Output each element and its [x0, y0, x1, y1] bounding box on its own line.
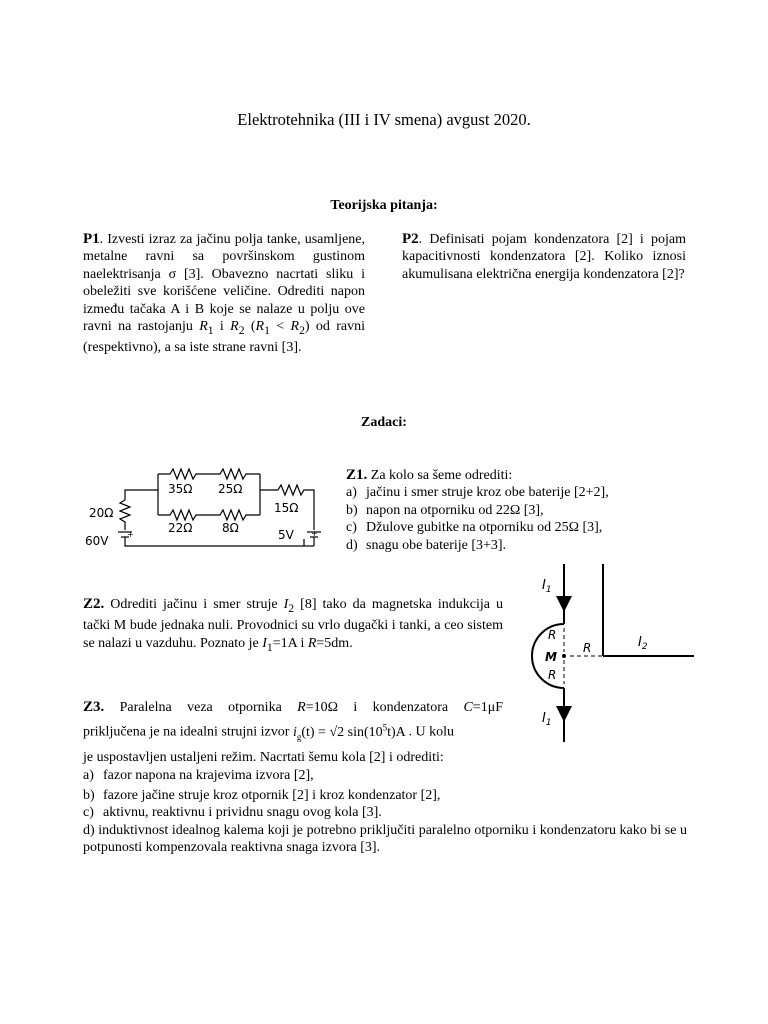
z3-r-val: =10Ω i kondenzatora	[305, 700, 464, 715]
plus-5v: +	[311, 529, 318, 538]
z3-formula	[292, 722, 406, 742]
z2-text-d: =5dm.	[316, 635, 353, 651]
z1-list	[346, 484, 666, 554]
z3-label: Z3.	[83, 699, 105, 715]
p1-text-a: . Izvesti izraz za jačinu polja tanke, usamljene, metalne ravni sa površinskom gustinom naelektrisanja σ [3]. Obavezno nacrtati sliku i obeležiti sve korišćene veličine. Odrediti napon između tačaka A i B koje se nalaze u polju ove ravni na rastojanju	[83, 232, 365, 335]
question-p2	[402, 231, 686, 283]
p1-r1-sub: 1	[207, 323, 214, 337]
z2-i1-sub: 1	[266, 640, 273, 654]
z3-line3: je uspostavljen ustaljeni režim. Nacrtati šemu kola [2] i odrediti:	[83, 750, 444, 766]
z3-item	[83, 804, 687, 821]
z2-text-c: =1A i	[272, 635, 308, 651]
label-20: 20Ω	[89, 506, 114, 520]
label-m: M	[545, 650, 557, 664]
p1-text-b: od ravni (respektivno), a sa iste strane ravni [3].	[83, 319, 366, 356]
tasks-heading: Zadaci:	[361, 415, 407, 430]
p2-text: . Definisati pojam kondenzatora [2] i pojam kapacitivnosti kondenzatora [2]. Koliko iznosi akumulisana električna energija kondenzatora [2]?	[402, 232, 686, 282]
z1-item-text: Džulove gubitke na otporniku od 25Ω [3],	[366, 520, 603, 536]
p1-r1-b: R	[255, 319, 265, 335]
label-i1-top: $I_1$	[542, 578, 552, 595]
label-60v: 60V	[85, 534, 109, 548]
z1-item-letter: d)	[346, 537, 358, 553]
z1-item-letter: a)	[346, 485, 357, 501]
p2-label: P2	[402, 231, 419, 247]
z1-item-text: jačinu i smer struje kroz obe baterije [2+2],	[366, 485, 609, 501]
question-p1	[83, 231, 365, 357]
z1-label: Z1.	[346, 467, 368, 483]
z3-item-letter: b)	[83, 788, 95, 804]
z3-line2	[83, 719, 687, 746]
p1-r1-sub-b: 1	[264, 323, 270, 337]
resistor-top-branch	[158, 469, 260, 479]
z3-item	[83, 787, 687, 804]
label-r-bottom: R	[548, 668, 557, 682]
label-i2: $I_2$	[638, 635, 648, 652]
z3-line1	[83, 699, 503, 716]
label-25: 25Ω	[218, 482, 243, 496]
z2-r: R	[307, 635, 317, 651]
z3-item-text: aktivnu, reaktivnu i prividnu snagu ovog kola [3].	[103, 805, 382, 821]
z1-item-text: snagu obe baterije [3+3].	[366, 537, 507, 553]
label-r-top: R	[548, 628, 557, 642]
point-m	[562, 654, 566, 658]
p1-r2-b: R	[290, 319, 300, 335]
resistor-20	[120, 500, 130, 530]
task-z2	[83, 596, 503, 656]
plus-60v: +	[127, 530, 134, 539]
label-i1-bottom: $I_1$	[542, 711, 552, 728]
p1-text-i: i	[213, 319, 231, 335]
z3-item-text: fazor napona na krajevima izvora [2],	[103, 767, 314, 783]
label-5v: 5V	[278, 528, 294, 542]
z3-text-a: Paralelna veza otpornika	[104, 700, 298, 715]
z1-intro: Za kolo sa šeme odrediti:	[367, 468, 513, 483]
task-z1	[346, 467, 666, 554]
z3-formula-rest: (t) = √2 sin(10	[301, 725, 383, 741]
z2-text-a: Odrediti jačinu i smer struje	[104, 597, 284, 612]
z3-r: R	[297, 700, 306, 715]
resistor-bottom-branch	[158, 510, 260, 520]
z3-item	[83, 767, 687, 784]
z3-item-text: induktivnost idealnog kalema koji je potrebno priključiti paralelno otporniku i kondenzatoru kako bi se u potpunosti kompenzovala reaktivna snaga izvora [3].	[83, 822, 688, 856]
p1-label: P1	[83, 231, 100, 247]
z1-item	[346, 519, 666, 536]
z3-c-val: =1μF	[472, 700, 503, 715]
z3-item-letter: c)	[83, 805, 94, 821]
z3-formula-i: i	[292, 725, 297, 741]
z1-item-letter: b)	[346, 502, 358, 518]
p1-r2: R	[230, 319, 239, 335]
z3-item-letter: d)	[83, 822, 95, 838]
p1-r2-sub-b: 2	[299, 323, 305, 337]
z1-item-letter: c)	[346, 520, 357, 536]
label-r-mid: R	[583, 641, 592, 655]
z3-item-letter: a)	[83, 767, 94, 783]
z2-i1: I	[262, 635, 267, 651]
z3-formula-exp: 5	[382, 722, 388, 733]
z3-c: C	[463, 700, 473, 715]
p1-paren-open: (	[244, 319, 256, 335]
z2-i2-sub: 2	[288, 601, 295, 615]
p1-r1: R	[199, 319, 208, 335]
z3-item	[83, 822, 687, 857]
z3-list	[83, 767, 687, 857]
z1-item	[346, 502, 666, 519]
p1-r2-sub: 2	[238, 323, 245, 337]
theory-heading: Teorijska pitanja:	[330, 198, 438, 213]
z2-text-b: [8] tako da magnetska indukcija u tački M bude jednaka nuli. Provodnici su vrlo dugački i tanki, a ceo sistem se nalazi u vazduhu. Poznato je	[83, 597, 503, 651]
p1-lt: <	[269, 319, 291, 335]
task-z3	[83, 699, 687, 857]
label-15: 15Ω	[274, 501, 299, 515]
z1-item	[346, 484, 666, 501]
z3-formula-g: g	[296, 731, 302, 742]
label-22: 22Ω	[168, 521, 193, 535]
z2-label: Z2.	[83, 596, 105, 612]
z2-i2: I	[283, 597, 289, 612]
z1-item	[346, 537, 666, 554]
circuit-diagram	[82, 462, 342, 562]
z3-line2-a: priključena je na idealni strujni izvor	[83, 725, 293, 741]
z1-item-text: napon na otporniku od 22Ω [3],	[366, 502, 544, 518]
page-title: Elektrotehnika (III i IV smena) avgust 2020.	[237, 110, 531, 129]
z3-formula-end: t)A	[387, 725, 406, 741]
z3-item-text: fazore jačine struje kroz otpornik [2] i kroz kondenzator [2],	[103, 788, 441, 804]
z3-line2-b: . U kolu	[405, 725, 455, 741]
label-35: 35Ω	[168, 482, 193, 496]
label-8: 8Ω	[222, 521, 239, 535]
p1-paren-close: )	[304, 319, 310, 335]
